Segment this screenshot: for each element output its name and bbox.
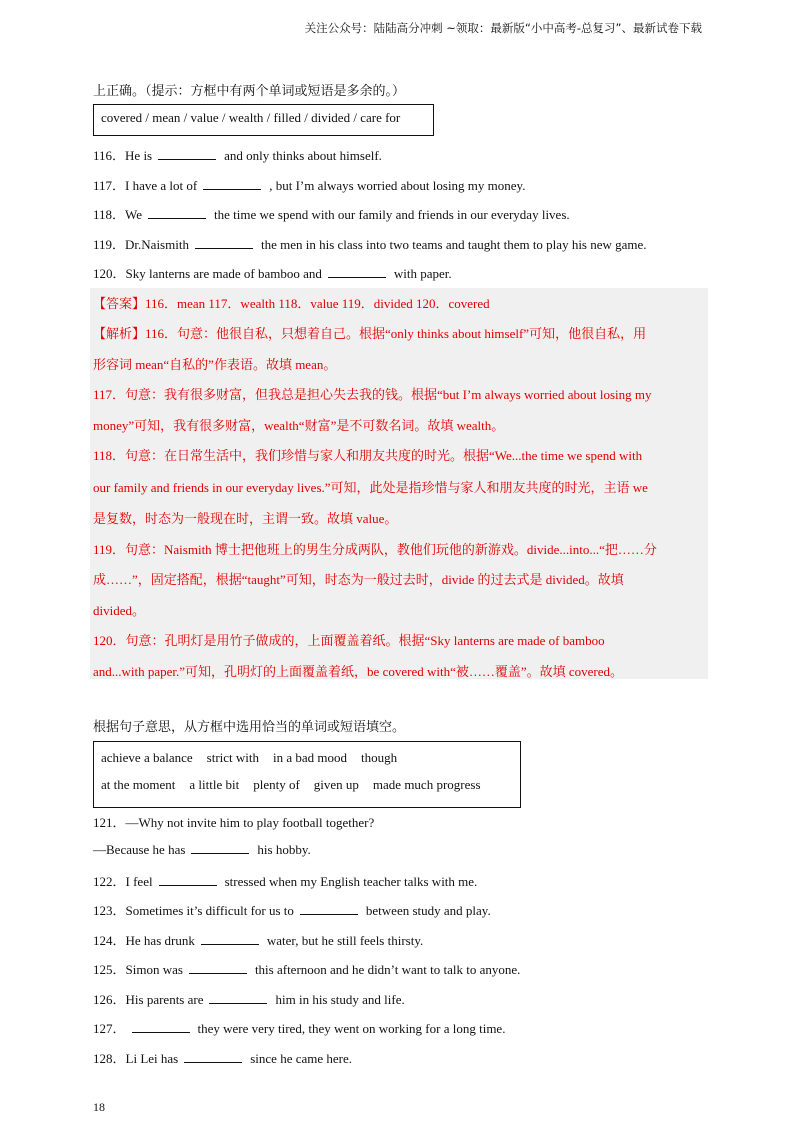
question-s1-3: [93, 234, 647, 253]
box-word: at the moment: [101, 777, 176, 792]
answer-line: 形容词 mean“自私的”作表语。故填 mean。: [93, 357, 337, 372]
question-number: 125．: [93, 962, 126, 977]
box-word: though: [361, 750, 398, 765]
answer-blank[interactable]: [148, 206, 206, 219]
question-text-before: I feel: [125, 874, 153, 889]
question-number: 122．: [93, 874, 126, 889]
question-text-before: I have a lot of: [125, 178, 198, 193]
box-word: in a bad mood: [273, 750, 348, 765]
question-text-after: the men in his class into two teams and taught them to play his new game.: [260, 237, 647, 252]
answer-blank[interactable]: [203, 177, 261, 190]
question-number: 123．: [93, 903, 126, 918]
answer-line: and...with paper.”可知，孔明灯的上面覆盖着纸，be covered with“被……覆盖”。故填 covered。: [93, 664, 624, 679]
question-s1-0: [93, 145, 382, 164]
answer-blank[interactable]: [195, 236, 253, 249]
answer-blank[interactable]: [158, 147, 216, 160]
question-text-after: him in his study and life.: [275, 992, 405, 1007]
question-121-pre: —Because he has: [93, 842, 186, 857]
question-text-before: Sky lanterns are made of bamboo and: [125, 266, 322, 281]
answer-line: divided。: [93, 603, 145, 618]
question-text-after: and only thinks about himself.: [224, 148, 382, 163]
question-number: 119．: [93, 237, 126, 252]
page-number: 18: [93, 1100, 105, 1114]
answer-line: 119．句意：Naismith 博士把他班上的男生分成两队，教他们玩他的新游戏。divide...into...“把……分: [93, 542, 657, 557]
question-text-before: He is: [125, 148, 153, 163]
question-text-before: Sometimes it’s difficult for us to: [125, 903, 294, 918]
question-number: 126．: [93, 992, 126, 1007]
word-box-1-text: covered / mean / value / wealth / filled / divided / care for: [101, 110, 401, 125]
question-number: 118．: [93, 207, 126, 222]
question-text-before: Dr.Naismith: [125, 237, 189, 252]
answer-blank[interactable]: [300, 902, 358, 915]
question-text-before: His parents are: [125, 992, 204, 1007]
box-word: a little bit: [189, 777, 240, 792]
answer-blank[interactable]: [184, 1050, 242, 1063]
box-word: achieve a balance: [101, 750, 193, 765]
question-text-after: between study and play.: [365, 903, 491, 918]
question-number: 127．: [93, 1021, 126, 1036]
answer-blank[interactable]: [201, 932, 259, 945]
question-number: 116．: [93, 148, 126, 163]
word-box-2: [93, 741, 521, 808]
answer-line: money”可知，我有很多财富，wealth“财富”是不可数名词。故填 wealth。: [93, 418, 505, 433]
question-121-line-1: 121．—Why not invite him to play football together?: [93, 815, 375, 830]
box-word: made much progress: [372, 777, 481, 792]
answer-line: 【答案】116．mean 117．wealth 118．value 119．divided 120．covered: [93, 296, 490, 311]
answer-line: 成……”，固定搭配，根据“taught”可知，时态为一般过去时，divide 的过去式是 divided。故填: [93, 572, 624, 587]
question-text-after: with paper.: [393, 266, 452, 281]
question-121-line-2: [93, 841, 311, 858]
question-text-after: stressed when my English teacher talks with me.: [224, 874, 478, 889]
box-word: strict with: [206, 750, 260, 765]
question-number: 124．: [93, 933, 126, 948]
question-number: 120．: [93, 266, 126, 281]
answer-blank-121[interactable]: [191, 841, 249, 854]
answer-line: 120．句意：孔明灯是用竹子做成的，上面覆盖着纸。根据“Sky lanterns are made of bamboo: [93, 633, 605, 648]
word-box-2-row-2: [101, 776, 513, 803]
question-s2-1: [93, 900, 491, 919]
question-s2-0: [93, 871, 477, 890]
question-number: 128．: [93, 1051, 126, 1066]
question-text-before: Simon was: [125, 962, 183, 977]
answer-line: 118．句意：在日常生活中，我们珍惜与家人和朋友共度的时光。根据“We...the time we spend with: [93, 448, 643, 463]
question-text-after: this afternoon and he didn’t want to talk to anyone.: [254, 962, 521, 977]
word-box-1: [93, 104, 434, 136]
question-s2-6: [93, 1048, 352, 1067]
question-text-after: they were very tired, they went on working for a long time.: [197, 1021, 506, 1036]
question-text-after: , but I’m always worried about losing my money.: [269, 178, 526, 193]
answer-blank[interactable]: [189, 961, 247, 974]
box-word: plenty of: [253, 777, 300, 792]
question-s2-2: [93, 930, 423, 949]
question-s1-2: [93, 204, 570, 223]
question-s1-4: [93, 263, 452, 282]
question-121-post: his hobby.: [257, 842, 311, 857]
question-s1-1: [93, 175, 525, 194]
page-header: 关注公众号：陆陆高分冲刺 ~领取：最新版“小中高考-总复习”、最新试卷下载: [304, 21, 702, 35]
question-number: 117．: [93, 178, 126, 193]
question-text-after: water, but he still feels thirsty.: [266, 933, 424, 948]
answer-blank[interactable]: [209, 991, 267, 1004]
answer-line: 【解析】116．句意：他很自私，只想着自己。根据“only thinks about himself”可知，他很自私，用: [93, 326, 647, 341]
question-text-before: He has drunk: [125, 933, 195, 948]
answer-line: our family and friends in our everyday lives.”可知，此处是指珍惜与家人和朋友共度的时光，主语 we: [93, 480, 648, 495]
word-box-2-row-1: [101, 749, 513, 776]
question-text-before: We: [125, 207, 143, 222]
answer-blank[interactable]: [132, 1020, 190, 1033]
answer-blank[interactable]: [328, 265, 386, 278]
answer-line: 117．句意：我有很多财富，但我总是担心失去我的钱。根据“but I’m always worried about losing my: [93, 387, 652, 402]
question-text-before: Li Lei has: [125, 1051, 179, 1066]
question-text-after: since he came here.: [250, 1051, 353, 1066]
box-word: given up: [313, 777, 359, 792]
answer-blank[interactable]: [159, 873, 217, 886]
instruction-tail: 上正确。（提示：方框中有两个单词或短语是多余的。）: [93, 83, 406, 98]
section2-instruction: 根据句子意思，从方框中选用恰当的单词或短语填空。: [93, 719, 406, 734]
question-s2-4: [93, 989, 405, 1008]
question-text-after: the time we spend with our family and friends in our everyday lives.: [214, 207, 570, 222]
question-s2-3: [93, 959, 520, 978]
question-s2-5: [93, 1018, 505, 1037]
answer-line: 是复数，时态为一般现在时，主谓一致。故填 value。: [93, 511, 398, 526]
